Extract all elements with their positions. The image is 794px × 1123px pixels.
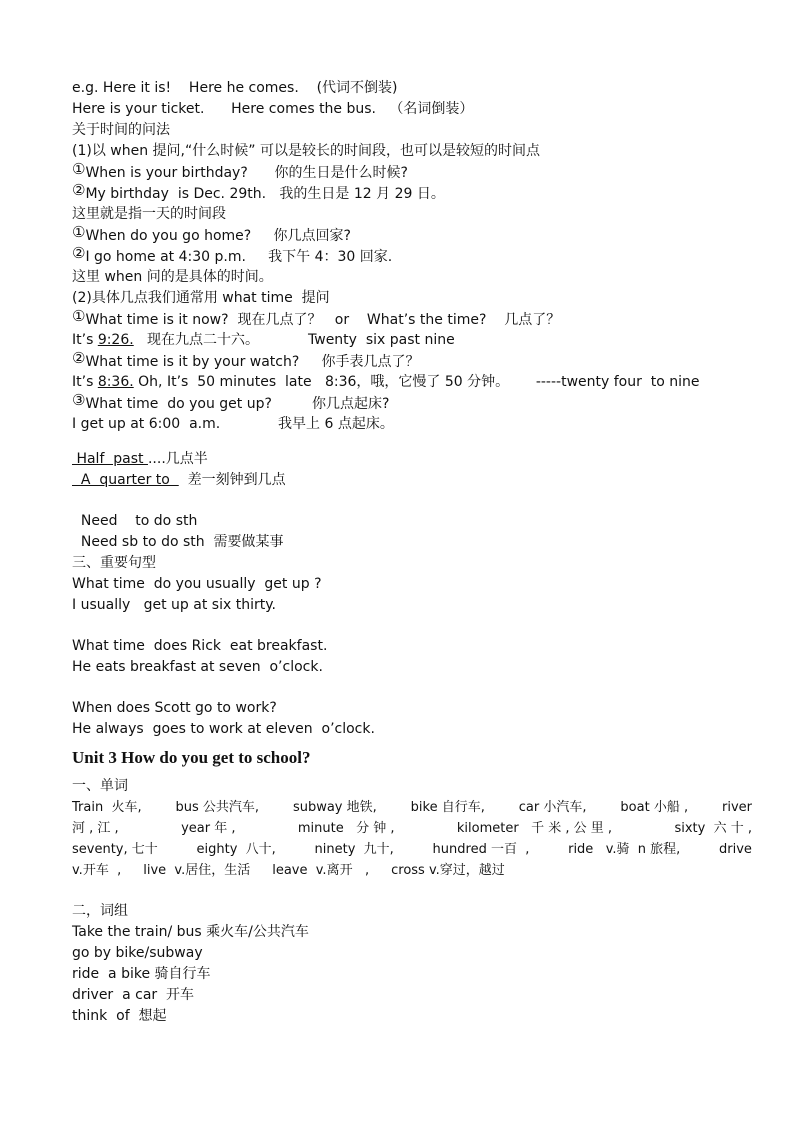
vocab-row [72, 818, 752, 839]
answer-birthday-text: My birthday is Dec. 29th. 我的生日是 12 月 29 日。 [85, 186, 445, 202]
phrase-need-sb: Need sb to do sth 需要做某事 [72, 534, 284, 550]
sentence: He always goes to work at eleven o’clock. [72, 721, 375, 737]
circled-number-1: ① [72, 307, 86, 325]
vocab-item: subway 地铁, [292, 800, 377, 815]
phrase-item: think of 想起 [72, 1008, 167, 1024]
specific-time-line: 这里 when 问的是具体的时间。 [72, 269, 273, 285]
underlined-phrase: A quarter to [72, 472, 179, 488]
circled-number-2: ② [72, 181, 86, 199]
circled-number-1: ① [72, 223, 86, 241]
vocab-item: river [722, 800, 752, 815]
answer-time-now [72, 330, 752, 351]
question-get-up-text: What time do you get up? 你几点起床? [85, 396, 390, 412]
vocab-item: car 小汽车, [518, 800, 587, 815]
sentence: I usually get up at six thirty. [72, 597, 276, 613]
answer-go-home [72, 246, 752, 267]
circled-number-2: ② [72, 244, 86, 262]
spacer [72, 881, 752, 901]
vocab-item: Train 火车, [72, 800, 142, 815]
vocab-item: live v.居住，生活 [143, 863, 251, 878]
example-noun-line: Here is your ticket. Here comes the bus. （名词倒装） [72, 101, 474, 117]
spacer [72, 435, 752, 449]
when-intro-line: (1)以 when 提问,“什么时候” 可以是较长的时间段，也可以是较短的时间点 [72, 143, 540, 159]
vocab-block [72, 797, 752, 881]
document-page [72, 78, 752, 1027]
vocab-item: drive [719, 842, 752, 857]
circled-number-1: ① [72, 160, 86, 178]
vocab-item: leave v.离开 , [272, 863, 370, 878]
vocab-item: cross v.穿过，越过 [391, 863, 505, 878]
answer-birthday [72, 183, 752, 204]
answer-go-home-text: I go home at 4:30 p.m. 我下午 4：30 回家. [85, 249, 393, 265]
question-time-now [72, 309, 752, 330]
phrase-item: ride a bike 骑自行车 [72, 966, 211, 982]
question-birthday-text: When is your birthday? 你的生日是什么时候? [85, 165, 408, 181]
vocab-item: eighty 八十, [196, 842, 276, 857]
phrase-meaning: ....几点半 [147, 451, 208, 467]
vocab-item: minute 分 钟 , [297, 821, 395, 836]
spacer [72, 491, 752, 511]
question-watch-time-text: What time is it by your watch? 你手表几点了？ [85, 354, 420, 370]
answer-prefix: It’s [72, 332, 98, 348]
question-birthday [72, 162, 752, 183]
phrase-meaning: 差一刻钟到几点 [178, 472, 286, 488]
section-title-phrases: 二，词组 [72, 903, 128, 919]
vocab-item: seventy, 七十 [72, 842, 158, 857]
vocab-item: hundred 一百 , [432, 842, 530, 857]
vocab-item: year 年 , [181, 821, 236, 836]
example-pronoun-line: e.g. Here it is! Here he comes. (代词不倒装) [72, 80, 398, 96]
sentence: What time does Rick eat breakfast. [72, 638, 328, 654]
vocab-item: v.开车 , [72, 863, 122, 878]
answer-prefix: It’s [72, 374, 98, 390]
section-title-time-questions: 关于时间的问法 [72, 122, 170, 138]
phrase-item: go by bike/subway [72, 945, 203, 961]
question-get-up [72, 393, 752, 414]
phrase-item: Take the train/ bus 乘火车/公共汽车 [72, 924, 309, 940]
day-period-line: 这里就是指一天的时间段 [72, 206, 226, 222]
answer-get-up: I get up at 6:00 a.m. 我早上 6 点起床。 [72, 416, 394, 432]
vocab-item: bike 自行车, [410, 800, 485, 815]
question-go-home [72, 225, 752, 246]
phrase-quarter-to [72, 470, 752, 491]
vocab-item: sixty 六 十 , [674, 821, 752, 836]
vocab-row [72, 797, 752, 818]
section-title-sentences: 三、重要句型 [72, 555, 156, 571]
section-title-vocab: 一、单词 [72, 778, 128, 794]
vocab-item: boat 小船 , [620, 800, 689, 815]
sentence: He eats breakfast at seven o’clock. [72, 659, 323, 675]
circled-number-3: ③ [72, 391, 86, 409]
answer-watch-time-text: Oh, It’s 50 minutes late 8:36，哦，它慢了 50 分钟。 -----twenty four to nine [133, 374, 700, 390]
vocab-item: bus 公共汽车, [175, 800, 260, 815]
phrase-half-past [72, 449, 752, 470]
question-watch-time [72, 351, 752, 372]
circled-number-2: ② [72, 349, 86, 367]
phrase-item: driver a car 开车 [72, 987, 195, 1003]
vocab-item: ninety 九十, [314, 842, 394, 857]
question-time-now-text: What time is it now? 现在几点了？ or What’s the time? 几点了？ [85, 312, 561, 328]
underlined-time: 9:26. [97, 332, 134, 348]
unit-heading: Unit 3 How do you get to school? [72, 748, 311, 767]
sentence: What time do you usually get up ? [72, 576, 322, 592]
spacer [72, 616, 752, 636]
vocab-item: 河 , 江 , [72, 821, 119, 836]
what-time-intro-line: (2)具体几点我们通常用 what time 提问 [72, 290, 330, 306]
answer-time-now-text: 现在九点二十六。 Twenty six past nine [133, 332, 455, 348]
underlined-phrase: Half past [72, 451, 148, 467]
underlined-time: 8:36. [97, 374, 134, 390]
spacer [72, 678, 752, 698]
vocab-item: kilometer 千 米 , 公 里 , [456, 821, 613, 836]
question-go-home-text: When do you go home? 你几点回家? [85, 228, 351, 244]
vocab-row [72, 839, 752, 860]
vocab-item: ride v.骑 n 旅程, [568, 842, 681, 857]
vocab-row [72, 860, 752, 881]
answer-watch-time [72, 372, 752, 393]
sentence: When does Scott go to work? [72, 700, 277, 716]
phrase-need: Need to do sth [72, 513, 198, 529]
